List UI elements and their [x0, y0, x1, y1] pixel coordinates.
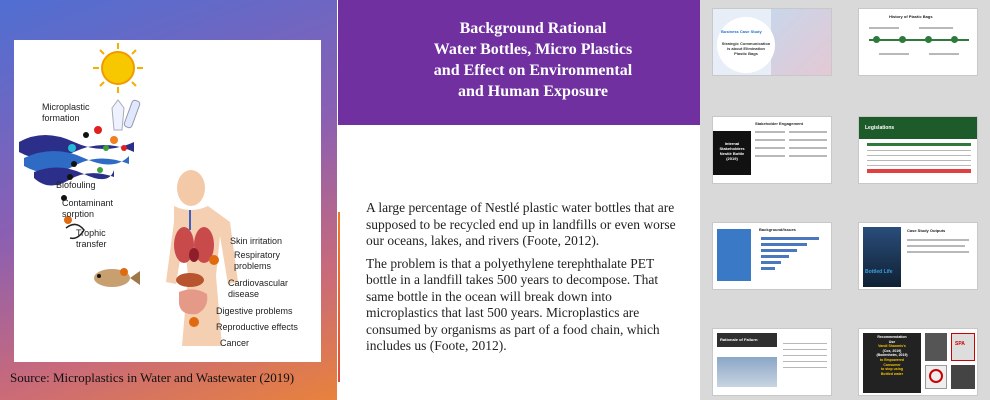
label-skin-irritation: Skin irritation — [230, 236, 283, 246]
slide-panel — [338, 0, 700, 400]
plastic-bottle-icon — [123, 99, 140, 128]
slide-title-banner — [338, 0, 700, 125]
label-contaminant-sorption: Contaminant sorption — [62, 198, 114, 219]
thumbnail-slide-1[interactable] — [712, 8, 832, 76]
thumbnail-slide-3[interactable] — [712, 116, 832, 184]
thumbnail-slide-4[interactable] — [858, 116, 978, 184]
label-reproductive-effects: Reproductive effects — [216, 322, 298, 332]
thumb-title: Rationale of Failure: — [720, 337, 759, 342]
thumb-line: Recommendation — [877, 335, 907, 339]
thumb-text-block — [867, 335, 917, 376]
thumbnail-slide-5[interactable] — [712, 222, 832, 290]
fish-icon — [94, 269, 140, 287]
thumb-line: (Cox, 2019) — [882, 348, 902, 353]
accent-divider — [338, 212, 340, 382]
label-cancer: Cancer — [220, 338, 250, 348]
label-respiratory-problems: Respiratory problems — [234, 250, 281, 271]
title-line: and Effect on Environmental — [433, 62, 633, 79]
thumb-text: Business Case Study — [721, 29, 762, 34]
thumb-line: Use — [888, 339, 896, 344]
title-line: Background Rational — [459, 20, 607, 37]
sun-icon — [93, 43, 143, 93]
thumb-line: to Empowered — [879, 357, 905, 362]
thumb-text: Strategic Communication is about Elimination Plastic Bags — [721, 41, 771, 56]
thumb-title: Background/Issues — [759, 227, 796, 232]
thumb-text: SPA — [955, 341, 965, 347]
label-digestive-problems: Digestive problems — [216, 306, 293, 316]
label-trophic-transfer: Trophic transfer — [76, 228, 107, 249]
human-body-illustration — [166, 170, 238, 346]
label-microplastic-formation: Microplastic formation — [42, 102, 90, 123]
paragraph: The problem is that a polyethylene terephthalate PET bottle in a landfill takes 500 years to decompose. That same bottle in the ocean will break down into microplastics that last 500 years. Microplastics are consumed by organisms as part of a food chain, which includes us (Foote, 2012). — [366, 255, 660, 353]
slide-thumbnail-panel — [700, 0, 990, 400]
title-line: and Human Exposure — [458, 83, 608, 100]
thumbnail-slide-6[interactable] — [858, 222, 978, 290]
thumbnail-slide-2[interactable] — [858, 8, 978, 76]
plastic-bag-icon — [112, 100, 124, 130]
thumb-title: History of Plastic Bags — [889, 14, 933, 19]
thumb-line: to stop using — [881, 367, 903, 372]
thumb-line: Consumer — [883, 362, 901, 367]
thumb-line: (Bodenheim, 2019) — [876, 353, 908, 358]
microplastics-figure — [14, 40, 321, 362]
thumb-title: Stakeholder Engagement — [755, 121, 804, 126]
thumbnail-slide-8[interactable] — [858, 328, 978, 396]
figure-panel — [0, 0, 337, 400]
title-line: Water Bottles, Micro Plastics — [433, 41, 633, 58]
thumb-line: Bottled water — [880, 371, 904, 376]
thumb-title: Case Study Outputs — [907, 228, 946, 233]
thumbnail-slide-7[interactable] — [712, 328, 832, 396]
thumb-title: Legislations — [865, 125, 895, 131]
label-cardiovascular-disease: Cardiovascular disease — [228, 278, 289, 299]
slide-body — [366, 200, 676, 361]
figure-source: Source: Microplastics in Water and Wastewater (2019) — [10, 370, 295, 385]
thumb-text: Bottled Life — [865, 269, 893, 275]
thumb-line: Vandi Shanmis's — [878, 344, 906, 349]
slide-title — [388, 18, 678, 102]
thumb-text: Internal Stakeholders Nestlé Bottle (2019) — [719, 141, 745, 161]
paragraph: A large percentage of Nestlé plastic water bottles that are supposed to be recycled end up in landfills or even worse our oceans, lakes, and rivers (Foote, 2012). — [366, 200, 676, 248]
label-biofouling: Biofouling — [56, 180, 96, 190]
